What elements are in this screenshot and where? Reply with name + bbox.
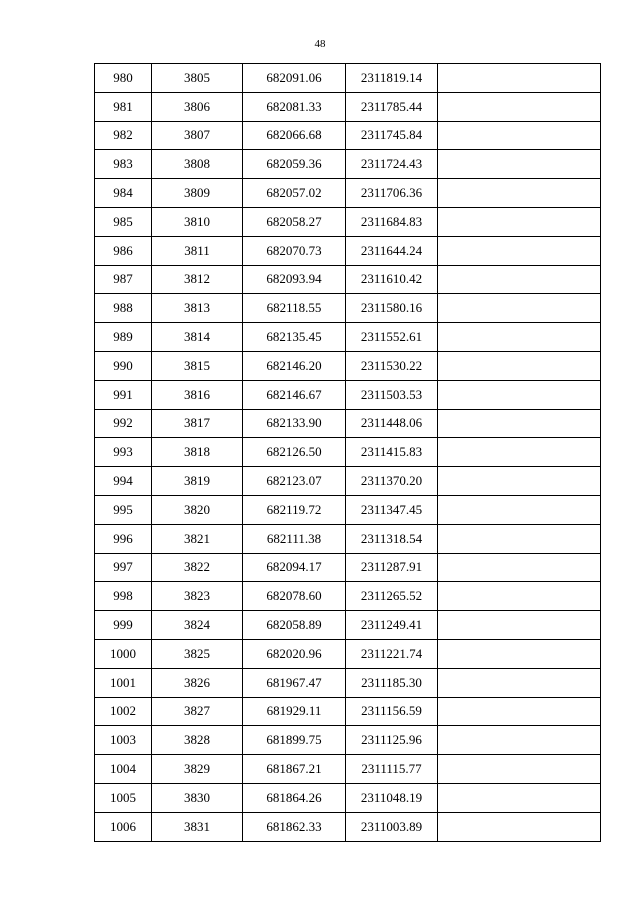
row-number-cell: 982 xyxy=(95,121,152,150)
table-row xyxy=(95,265,601,294)
row-number-cell: 990 xyxy=(95,351,152,380)
table-row xyxy=(95,294,601,323)
x-coordinate-cell: 682146.20 xyxy=(243,351,346,380)
y-coordinate-cell: 2311610.42 xyxy=(346,265,438,294)
table-row xyxy=(95,351,601,380)
page-number: 48 xyxy=(314,38,326,50)
point-id-cell: 3814 xyxy=(152,323,243,352)
y-coordinate-cell: 2311287.91 xyxy=(346,553,438,582)
table-row xyxy=(95,582,601,611)
y-coordinate-cell: 2311115.77 xyxy=(346,755,438,784)
row-number-cell: 988 xyxy=(95,294,152,323)
table-row xyxy=(95,755,601,784)
note-cell xyxy=(438,697,601,726)
point-id-cell: 3817 xyxy=(152,409,243,438)
y-coordinate-cell: 2311706.36 xyxy=(346,179,438,208)
x-coordinate-cell: 682057.02 xyxy=(243,179,346,208)
point-id-cell: 3827 xyxy=(152,697,243,726)
table-row xyxy=(95,323,601,352)
x-coordinate-cell: 682091.06 xyxy=(243,64,346,93)
point-id-cell: 3831 xyxy=(152,812,243,841)
row-number-cell: 992 xyxy=(95,409,152,438)
y-coordinate-cell: 2311684.83 xyxy=(346,207,438,236)
point-id-cell: 3811 xyxy=(152,236,243,265)
x-coordinate-cell: 681867.21 xyxy=(243,755,346,784)
row-number-cell: 997 xyxy=(95,553,152,582)
point-id-cell: 3828 xyxy=(152,726,243,755)
x-coordinate-cell: 682070.73 xyxy=(243,236,346,265)
y-coordinate-cell: 2311125.96 xyxy=(346,726,438,755)
x-coordinate-cell: 682133.90 xyxy=(243,409,346,438)
note-cell xyxy=(438,755,601,784)
y-coordinate-cell: 2311745.84 xyxy=(346,121,438,150)
note-cell xyxy=(438,582,601,611)
note-cell xyxy=(438,265,601,294)
table-row xyxy=(95,207,601,236)
table-row xyxy=(95,668,601,697)
note-cell xyxy=(438,409,601,438)
point-id-cell: 3824 xyxy=(152,611,243,640)
table-row xyxy=(95,639,601,668)
table-row xyxy=(95,553,601,582)
note-cell xyxy=(438,783,601,812)
y-coordinate-cell: 2311370.20 xyxy=(346,467,438,496)
table-row xyxy=(95,236,601,265)
x-coordinate-cell: 682093.94 xyxy=(243,265,346,294)
row-number-cell: 983 xyxy=(95,150,152,179)
note-cell xyxy=(438,380,601,409)
note-cell xyxy=(438,611,601,640)
row-number-cell: 1004 xyxy=(95,755,152,784)
row-number-cell: 985 xyxy=(95,207,152,236)
y-coordinate-cell: 2311530.22 xyxy=(346,351,438,380)
note-cell xyxy=(438,467,601,496)
point-id-cell: 3818 xyxy=(152,438,243,467)
note-cell xyxy=(438,64,601,93)
note-cell xyxy=(438,553,601,582)
x-coordinate-cell: 681899.75 xyxy=(243,726,346,755)
row-number-cell: 984 xyxy=(95,179,152,208)
x-coordinate-cell: 681862.33 xyxy=(243,812,346,841)
note-cell xyxy=(438,294,601,323)
y-coordinate-cell: 2311156.59 xyxy=(346,697,438,726)
row-number-cell: 1001 xyxy=(95,668,152,697)
x-coordinate-cell: 682020.96 xyxy=(243,639,346,668)
point-id-cell: 3820 xyxy=(152,495,243,524)
row-number-cell: 1002 xyxy=(95,697,152,726)
note-cell xyxy=(438,323,601,352)
x-coordinate-cell: 682078.60 xyxy=(243,582,346,611)
y-coordinate-cell: 2311048.19 xyxy=(346,783,438,812)
x-coordinate-cell: 682135.45 xyxy=(243,323,346,352)
point-id-cell: 3816 xyxy=(152,380,243,409)
y-coordinate-cell: 2311318.54 xyxy=(346,524,438,553)
note-cell xyxy=(438,726,601,755)
row-number-cell: 989 xyxy=(95,323,152,352)
note-cell xyxy=(438,812,601,841)
note-cell xyxy=(438,351,601,380)
table-row xyxy=(95,726,601,755)
y-coordinate-cell: 2311347.45 xyxy=(346,495,438,524)
table-row xyxy=(95,495,601,524)
x-coordinate-cell: 682059.36 xyxy=(243,150,346,179)
y-coordinate-cell: 2311249.41 xyxy=(346,611,438,640)
note-cell xyxy=(438,438,601,467)
point-id-cell: 3823 xyxy=(152,582,243,611)
table-row xyxy=(95,64,601,93)
row-number-cell: 986 xyxy=(95,236,152,265)
point-id-cell: 3812 xyxy=(152,265,243,294)
row-number-cell: 996 xyxy=(95,524,152,553)
y-coordinate-cell: 2311503.53 xyxy=(346,380,438,409)
table-row xyxy=(95,812,601,841)
table-row xyxy=(95,611,601,640)
table-row xyxy=(95,467,601,496)
point-id-cell: 3807 xyxy=(152,121,243,150)
row-number-cell: 1003 xyxy=(95,726,152,755)
point-id-cell: 3813 xyxy=(152,294,243,323)
note-cell xyxy=(438,121,601,150)
coordinates-table xyxy=(94,63,601,842)
point-id-cell: 3830 xyxy=(152,783,243,812)
row-number-cell: 1005 xyxy=(95,783,152,812)
point-id-cell: 3810 xyxy=(152,207,243,236)
row-number-cell: 999 xyxy=(95,611,152,640)
x-coordinate-cell: 681967.47 xyxy=(243,668,346,697)
point-id-cell: 3809 xyxy=(152,179,243,208)
table-row xyxy=(95,179,601,208)
table-row xyxy=(95,92,601,121)
note-cell xyxy=(438,207,601,236)
x-coordinate-cell: 682119.72 xyxy=(243,495,346,524)
x-coordinate-cell: 682118.55 xyxy=(243,294,346,323)
row-number-cell: 993 xyxy=(95,438,152,467)
point-id-cell: 3826 xyxy=(152,668,243,697)
point-id-cell: 3805 xyxy=(152,64,243,93)
y-coordinate-cell: 2311552.61 xyxy=(346,323,438,352)
note-cell xyxy=(438,639,601,668)
table-row xyxy=(95,409,601,438)
row-number-cell: 987 xyxy=(95,265,152,294)
y-coordinate-cell: 2311415.83 xyxy=(346,438,438,467)
x-coordinate-cell: 682066.68 xyxy=(243,121,346,150)
note-cell xyxy=(438,668,601,697)
note-cell xyxy=(438,179,601,208)
row-number-cell: 1006 xyxy=(95,812,152,841)
point-id-cell: 3815 xyxy=(152,351,243,380)
x-coordinate-cell: 682111.38 xyxy=(243,524,346,553)
x-coordinate-cell: 681929.11 xyxy=(243,697,346,726)
row-number-cell: 998 xyxy=(95,582,152,611)
row-number-cell: 981 xyxy=(95,92,152,121)
y-coordinate-cell: 2311644.24 xyxy=(346,236,438,265)
table-row xyxy=(95,380,601,409)
x-coordinate-cell: 682126.50 xyxy=(243,438,346,467)
table-row xyxy=(95,438,601,467)
y-coordinate-cell: 2311785.44 xyxy=(346,92,438,121)
note-cell xyxy=(438,524,601,553)
x-coordinate-cell: 682094.17 xyxy=(243,553,346,582)
x-coordinate-cell: 682058.27 xyxy=(243,207,346,236)
x-coordinate-cell: 681864.26 xyxy=(243,783,346,812)
point-id-cell: 3819 xyxy=(152,467,243,496)
note-cell xyxy=(438,150,601,179)
y-coordinate-cell: 2311221.74 xyxy=(346,639,438,668)
row-number-cell: 1000 xyxy=(95,639,152,668)
row-number-cell: 980 xyxy=(95,64,152,93)
x-coordinate-cell: 682058.89 xyxy=(243,611,346,640)
y-coordinate-cell: 2311580.16 xyxy=(346,294,438,323)
x-coordinate-cell: 682123.07 xyxy=(243,467,346,496)
point-id-cell: 3829 xyxy=(152,755,243,784)
x-coordinate-cell: 682081.33 xyxy=(243,92,346,121)
y-coordinate-cell: 2311265.52 xyxy=(346,582,438,611)
row-number-cell: 991 xyxy=(95,380,152,409)
table-row xyxy=(95,121,601,150)
row-number-cell: 995 xyxy=(95,495,152,524)
y-coordinate-cell: 2311185.30 xyxy=(346,668,438,697)
point-id-cell: 3822 xyxy=(152,553,243,582)
note-cell xyxy=(438,236,601,265)
table-row xyxy=(95,697,601,726)
y-coordinate-cell: 2311724.43 xyxy=(346,150,438,179)
row-number-cell: 994 xyxy=(95,467,152,496)
note-cell xyxy=(438,495,601,524)
table-body xyxy=(95,64,601,842)
x-coordinate-cell: 682146.67 xyxy=(243,380,346,409)
point-id-cell: 3806 xyxy=(152,92,243,121)
table-row xyxy=(95,783,601,812)
note-cell xyxy=(438,92,601,121)
point-id-cell: 3808 xyxy=(152,150,243,179)
point-id-cell: 3821 xyxy=(152,524,243,553)
y-coordinate-cell: 2311819.14 xyxy=(346,64,438,93)
y-coordinate-cell: 2311448.06 xyxy=(346,409,438,438)
y-coordinate-cell: 2311003.89 xyxy=(346,812,438,841)
table-row xyxy=(95,524,601,553)
table-row xyxy=(95,150,601,179)
point-id-cell: 3825 xyxy=(152,639,243,668)
